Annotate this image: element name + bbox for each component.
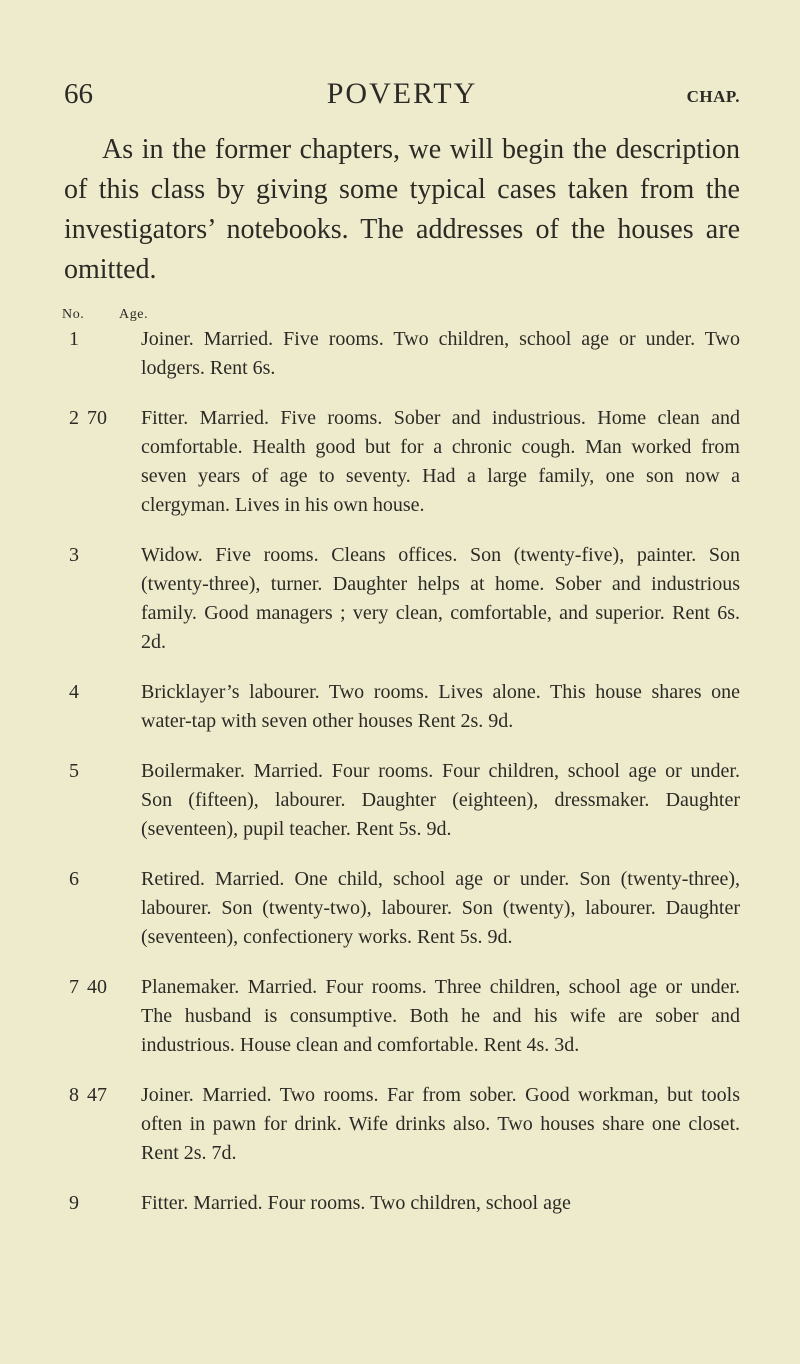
intro-paragraph: As in the former chapters, we will begin the description of this class by giving some typical cases taken from the investigators’ notebooks. The addresses of the houses are omitted.	[64, 134, 740, 285]
case-entry	[64, 541, 740, 657]
case-description: Bricklayer’s labourer. Two rooms. Lives alone. This house shares one water-tap with seven other houses Rent 2s. 9d.	[141, 681, 740, 732]
case-list	[64, 325, 740, 1239]
case-description: Joiner. Married. Five rooms. Two children, school age or under. Two lodgers. Rent 6s.	[141, 328, 740, 379]
case-age: 47	[87, 1084, 107, 1106]
case-description: Widow. Five rooms. Cleans offices. Son (twenty-five), painter. Son (twenty-three), turner. Daughter helps at home. Sober and industrious family. Good managers ; very clean, comfortable, and superior. Rent 6s. 2d.	[141, 544, 740, 653]
case-number: 5	[69, 760, 79, 782]
case-entry	[64, 973, 740, 1060]
case-description: Boilermaker. Married. Four rooms. Four children, school age or under. Son (fifteen), labourer. Daughter (eighteen), dressmaker. Daughter (seventeen), pupil teacher. Rent 5s. 9d.	[141, 760, 740, 840]
case-number: 2	[69, 407, 79, 429]
case-entry	[64, 678, 740, 736]
case-description: Fitter. Married. Four rooms. Two children, school age	[141, 1192, 571, 1214]
case-entry	[64, 1189, 740, 1218]
case-description: Joiner. Married. Two rooms. Far from sober. Good workman, but tools often in pawn for drink. Wife drinks also. Two houses share one closet. Rent 2s. 7d.	[141, 1084, 740, 1164]
case-age: 40	[87, 976, 107, 998]
case-description: Fitter. Married. Five rooms. Sober and industrious. Home clean and comfortable. Health good but for a chronic cough. Man worked from seven years of age to seventy. Had a large family, one son now a clergyman. Lives in his own house.	[141, 407, 740, 516]
page-header	[64, 76, 740, 116]
case-number: 6	[69, 868, 79, 890]
case-entry	[64, 1081, 740, 1168]
case-number: 3	[69, 544, 79, 566]
running-title: POVERTY	[326, 77, 478, 110]
case-number: 7	[69, 976, 79, 998]
case-age: 70	[87, 407, 107, 429]
column-header-no: No.	[62, 307, 85, 322]
case-number: 4	[69, 681, 79, 703]
case-entry	[64, 325, 740, 383]
case-description: Retired. Married. One child, school age or under. Son (twenty-three), labourer. Son (twenty-two), labourer. Son (twenty), labourer. Daughter (seventeen), confectionery works. Rent 5s. 9d.	[141, 868, 740, 948]
case-entry	[64, 404, 740, 520]
case-number: 8	[69, 1084, 79, 1106]
case-description: Planemaker. Married. Four rooms. Three children, school age or under. The husband is consumptive. Both he and his wife are sober and industrious. House clean and comfortable. Rent 4s. 3d.	[141, 976, 740, 1056]
page-number: 66	[64, 78, 93, 110]
chapter-marker: CHAP.	[686, 87, 740, 106]
column-header-age: Age.	[119, 307, 149, 322]
case-number: 1	[69, 328, 79, 350]
case-entry	[64, 865, 740, 952]
case-entry	[64, 757, 740, 844]
case-number: 9	[69, 1192, 79, 1214]
